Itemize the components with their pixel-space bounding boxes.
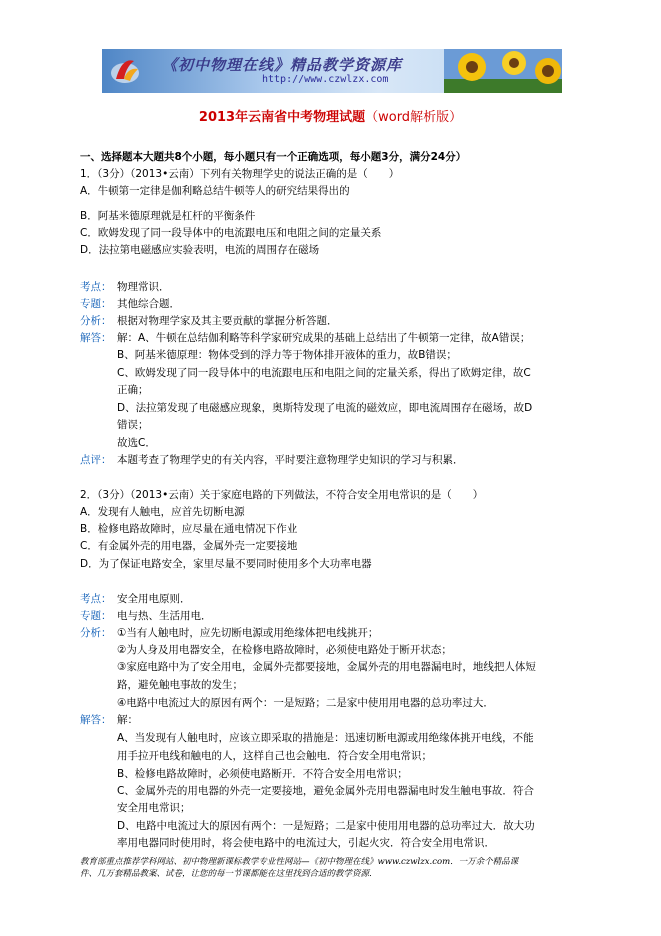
q2-fenxi-label: 分析： bbox=[80, 627, 112, 639]
q2-jieda-line: 安全用电常识； bbox=[117, 802, 191, 814]
q2-fenxi-line: ④电路中电流过大的原因有两个：一是短路；二是家中使用用电器的总功率过大． bbox=[117, 697, 494, 709]
q2-jieda-line: D、电路中电流过大的原因有两个：一是短路；二是家中使用用电器的总功率过大．故大功 bbox=[117, 820, 535, 832]
q2-kaodian-label: 考点： bbox=[80, 593, 112, 605]
q2-jieda-label: 解答： bbox=[80, 714, 112, 726]
q2-zhuanti: 电与热、生活用电． bbox=[117, 610, 212, 622]
q1-zhuanti-label: 专题： bbox=[80, 298, 112, 310]
q1-dianping-label: 点评： bbox=[80, 454, 112, 466]
q1-dianping: 本题考查了物理学史的有关内容，平时要注意物理学史知识的学习与积累． bbox=[117, 454, 464, 466]
q2-option-d: D．为了保证电路安全，家里尽量不要同时使用多个大功率电器 bbox=[80, 558, 372, 570]
q1-option-c: C．欧姆发现了同一段导体中的电流跟电压和电阻之间的定量关系 bbox=[80, 227, 382, 239]
document-title bbox=[0, 106, 661, 125]
q2-zhuanti-label: 专题： bbox=[80, 610, 112, 622]
q1-jieda-line: B、阿基米德原理：物体受到的浮力等于物体排开液体的重力，故B错误； bbox=[117, 349, 457, 361]
footer-line: 教育部重点推荐学科网站、初中物理新课标教学专业性网站—《初中物理在线》www.czwlzx.com．一万余个精品课 bbox=[80, 857, 519, 867]
q2-jieda-line: B、检修电路故障时，必须使电路断开．不符合安全用电常识； bbox=[117, 768, 408, 780]
q1-option-a: A．牛顿第一定律是伽利略总结牛顿等人的研究结果得出的 bbox=[80, 185, 350, 197]
q1-jieda-label: 解答： bbox=[80, 332, 112, 344]
document-title-suffix: （word解析版） bbox=[365, 110, 463, 125]
q2-jieda-line: 用手拉开电线和触电的人，这样自己也会触电．符合安全用电常识； bbox=[117, 750, 432, 762]
section-heading: 一、选择题本大题共8个小题，每小题只有一个正确选项，每小题3分，满分24分） bbox=[80, 151, 467, 163]
q2-jieda-line: A、当发现有人触电时，应该立即采取的措施是：迅速切断电源或用绝缘体挑开电线，不能 bbox=[117, 732, 534, 744]
q2-jieda-line: 率用电器同时使用时，将会使电路中的电流过大，引起火灾．符合安全用电常识． bbox=[117, 837, 495, 849]
q2-jieda-line: C、金属外壳的用电器的外壳一定要接地，避免金属外壳用电器漏电时发生触电事故．符合 bbox=[117, 785, 534, 797]
header-banner bbox=[102, 49, 562, 93]
q1-option-b: B．阿基米德原理就是杠杆的平衡条件 bbox=[80, 210, 256, 222]
footer-line: 件、几万套精品教案、试卷，让您的每一节课都能在这里找到合适的教学资源． bbox=[80, 869, 378, 879]
q2-option-c: C．有金属外壳的用电器，金属外壳一定要接地 bbox=[80, 540, 298, 552]
q1-jieda-line: 故选C． bbox=[117, 437, 156, 449]
q2-fenxi-line: ②为人身及用电器安全，在检修电路故障时，必须使电路处于断开状态； bbox=[117, 644, 452, 656]
q2-fenxi-line: ③家庭电路中为了安全用电，金属外壳都要接地，金属外壳的用电器漏电时，地线把人体短 bbox=[117, 661, 536, 673]
q2-fenxi-line: 路，避免触电事故的发生； bbox=[117, 679, 243, 691]
q2-jieda-line: 解： bbox=[117, 714, 138, 726]
q1-jieda-line: 错误； bbox=[117, 419, 149, 431]
q1-fenxi-label: 分析： bbox=[80, 315, 112, 327]
q1-jieda-line: 解：A、牛顿在总结伽利略等科学家研究成果的基础上总结出了牛顿第一定律，故A错误； bbox=[117, 332, 531, 344]
q2-fenxi-line: ①当有人触电时，应先切断电源或用绝缘体把电线挑开； bbox=[117, 627, 379, 639]
q1-jieda-line: 正确； bbox=[117, 384, 149, 396]
banner-url[interactable]: http://www.czwlzx.com bbox=[262, 74, 389, 85]
q1-stem: 1．（3分）（2013•云南）下列有关物理学史的说法正确的是（ ） bbox=[80, 168, 400, 180]
site-logo-icon bbox=[108, 53, 142, 87]
q1-kaodian-label: 考点： bbox=[80, 281, 112, 293]
q2-option-a: A．发现有人触电，应首先切断电源 bbox=[80, 506, 245, 518]
q1-jieda-line: D、法拉第发现了电磁感应现象，奥斯特发现了电流的磁效应，即电流周围存在磁场，故D bbox=[117, 402, 533, 414]
q2-option-b: B．检修电路故障时，应尽量在通电情况下作业 bbox=[80, 523, 298, 535]
q1-fenxi: 根据对物理学家及其主要贡献的掌握分析答题． bbox=[117, 315, 338, 327]
page-footer bbox=[80, 856, 600, 880]
document-title-main: 2013年云南省中考物理试题 bbox=[198, 110, 366, 125]
q2-kaodian: 安全用电原则． bbox=[117, 593, 191, 605]
sunflower-image bbox=[444, 49, 562, 93]
q1-jieda-line: C、欧姆发现了同一段导体中的电流跟电压和电阻之间的定量关系，得出了欧姆定律，故C bbox=[117, 367, 531, 379]
q1-zhuanti: 其他综合题． bbox=[117, 298, 180, 310]
banner-title: 《初中物理在线》精品教学资源库 bbox=[162, 56, 403, 74]
q2-stem: 2．（3分）（2013•云南）关于家庭电路的下列做法，不符合安全用电常识的是（ ） bbox=[80, 489, 484, 501]
q1-kaodian: 物理常识． bbox=[117, 281, 170, 293]
q1-option-d: D．法拉第电磁感应实验表明，电流的周围存在磁场 bbox=[80, 244, 320, 256]
